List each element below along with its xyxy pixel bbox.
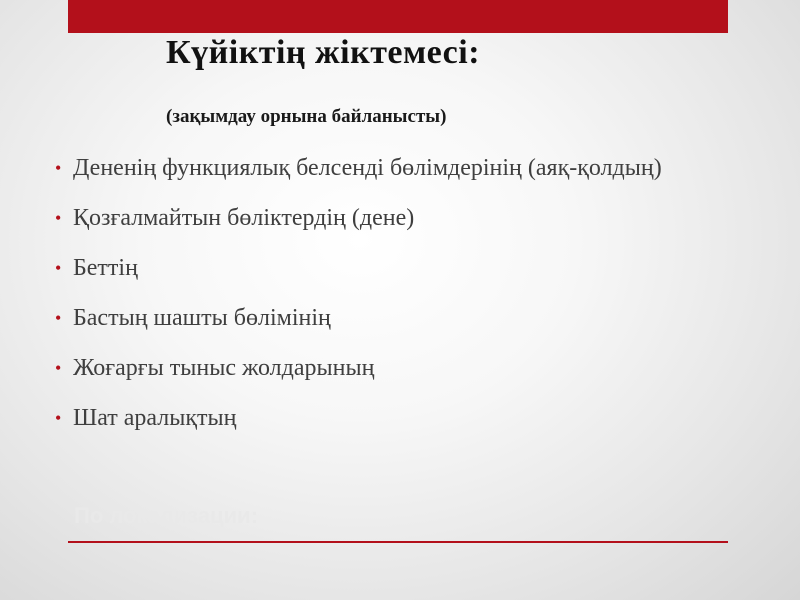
bullet-text: Шат аралықтың <box>73 405 237 431</box>
bullet-icon: • <box>55 208 62 228</box>
bullet-text: Бастың шашты бөлімінің <box>73 305 331 331</box>
faded-caption: По локализации: <box>74 503 259 528</box>
bullet-text: Қозғалмайтын бөліктердің (дене) <box>73 205 415 231</box>
bullet-item <box>55 198 735 238</box>
bullet-item <box>55 348 735 388</box>
bullet-icon: • <box>55 158 62 178</box>
slide-subtitle: (зақымдау орнына байланысты) <box>166 106 447 127</box>
bullet-item <box>55 148 735 188</box>
bullet-icon: • <box>55 408 62 428</box>
bottom-divider <box>68 541 728 543</box>
slide-title: Күйіктің жіктемесі: <box>166 34 481 71</box>
bullet-item <box>55 298 735 338</box>
bullet-item <box>55 398 735 438</box>
bullet-icon: • <box>55 308 62 328</box>
bullet-icon: • <box>55 358 62 378</box>
bullet-item <box>55 248 735 288</box>
top-accent-bar <box>68 0 728 33</box>
bullet-icon: • <box>55 258 62 278</box>
bullet-text: Жоғарғы тыныс жолдарының <box>73 355 375 381</box>
bullet-text: Беттің <box>73 255 138 281</box>
bullet-text: Дененің функциялық белсенді бөлімдерінің (аяқ-қолдың) <box>73 155 662 181</box>
bullet-list <box>55 148 735 448</box>
